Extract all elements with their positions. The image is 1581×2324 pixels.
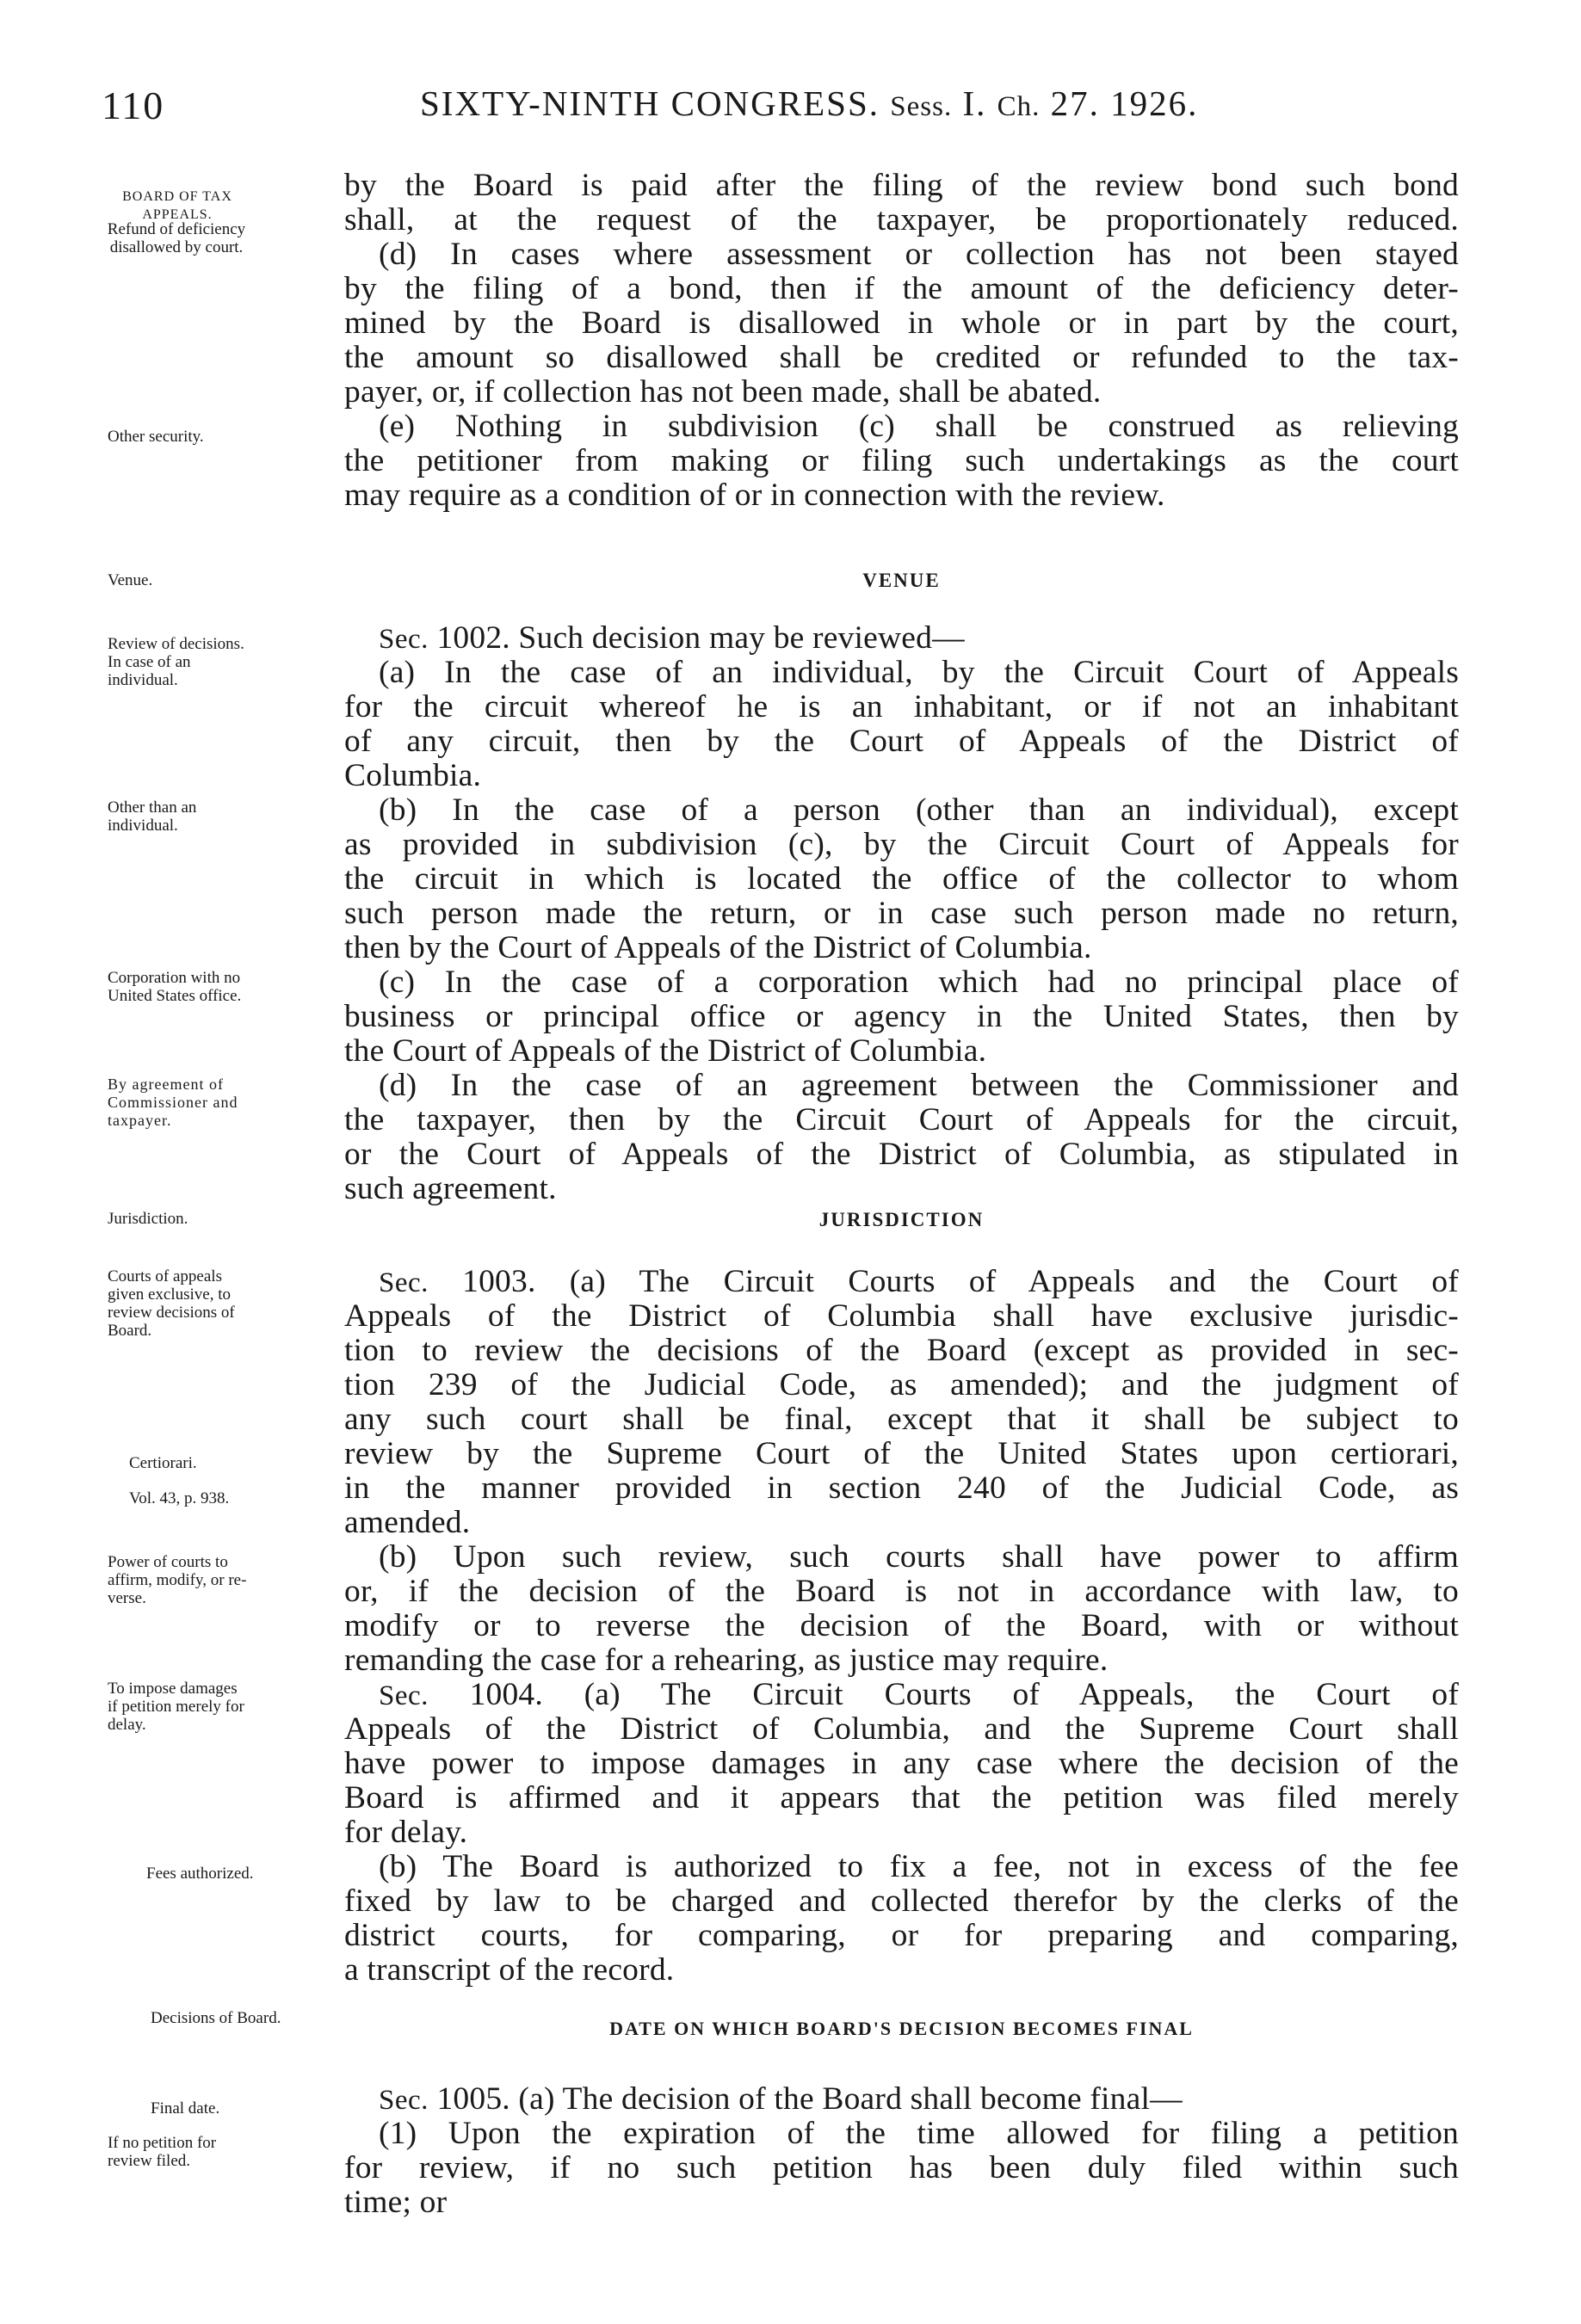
text-line: in the manner provided in section 240 of the Judicial Code, as: [344, 1470, 1459, 1506]
text-line: the amount so disallowed shall be credited or refunded to the tax-: [344, 340, 1459, 375]
text-line: (d) In the case of an agreement between the Commissioner and: [379, 1068, 1459, 1103]
running-head-chapter-label: Ch.: [997, 91, 1041, 122]
margin-note-venue: Venue.: [108, 571, 153, 589]
section-1005-line: [379, 2082, 1459, 2117]
text-line: 1005. (a) The decision of the Board shall become final—: [436, 2081, 1183, 2117]
margin-note-no-petition-filed: If no petition for review filed.: [108, 2134, 217, 2170]
text-line: the circuit in which is located the office of the collector to whom: [344, 861, 1459, 897]
text-line: the petitioner from making or filing such undertakings as the court: [344, 443, 1459, 478]
text-line: district courts, for comparing, or for preparing and comparing,: [344, 1918, 1459, 1953]
text-line: mined by the Board is disallowed in whole or in part by the court,: [344, 305, 1459, 341]
margin-note-corporation-no-us-office: Corporation with no United States office.: [108, 969, 242, 1005]
text-line: by the filing of a bond, then if the amount of the deficiency deter-: [344, 271, 1459, 306]
margin-note-other-than-individual: Other than an individual.: [108, 798, 197, 835]
text-line: such agreement.: [344, 1171, 557, 1206]
section-1004-line: [379, 1678, 1459, 1713]
running-head-session-label: Sess.: [890, 91, 953, 122]
running-head-year: 1926.: [1110, 83, 1199, 123]
section-label: Sec.: [379, 624, 429, 655]
margin-note-fees-authorized: Fees authorized.: [146, 1865, 254, 1883]
text-line: Appeals of the District of Columbia shall have exclusive jurisdic-: [344, 1298, 1459, 1334]
text-line: have power to impose damages in any case where the decision of the: [344, 1746, 1459, 1781]
text-line: (d) In cases where assessment or collection has not been stayed: [379, 237, 1459, 272]
text-line: remanding the case for a rehearing, as justice may require.: [344, 1643, 1109, 1678]
text-line: modify or to reverse the decision of the Board, with or without: [344, 1608, 1459, 1643]
running-head-chapter-number: 27.: [1050, 83, 1100, 123]
section-label: Sec.: [379, 1267, 429, 1298]
text-line: (c) In the case of a corporation which had no principal place of: [379, 965, 1459, 1000]
text-line: review by the Supreme Court of the United States upon certiorari,: [344, 1436, 1459, 1471]
text-line: then by the Court of Appeals of the District of Columbia.: [344, 930, 1092, 965]
text-line: as provided in subdivision (c), by the Circuit Court of Appeals for: [344, 827, 1459, 862]
text-line: Board is affirmed and it appears that the petition was filed merely: [344, 1780, 1459, 1815]
running-head-session-number: I.: [962, 83, 987, 123]
text-line: tion to review the decisions of the Board (except as provided in sec-: [344, 1333, 1459, 1368]
text-line: business or principal office or agency in the United States, then by: [344, 999, 1459, 1034]
margin-note-final-date: Final date.: [151, 2099, 220, 2117]
text-line: for delay.: [344, 1815, 468, 1850]
margin-note-jurisdiction: Jurisdiction.: [108, 1210, 188, 1228]
margin-note-board-of-tax-appeals: BOARD OF TAX APPEALS.: [122, 189, 232, 222]
text-line: any such court shall be final, except that it shall be subject to: [344, 1402, 1459, 1437]
text-line: Columbia.: [344, 758, 482, 793]
text-line: 1002. Such decision may be reviewed—: [436, 620, 965, 656]
section-1002-line: [379, 621, 1459, 657]
text-line: may require as a condition of or in connection with the review.: [344, 478, 1165, 513]
margin-note-certiorari: Certiorari.: [129, 1454, 197, 1472]
margin-note-other-security: Other security.: [108, 428, 204, 446]
margin-note-review-of-decisions: Review of decisions.: [108, 635, 244, 653]
text-line: a transcript of the record.: [344, 1952, 675, 1988]
text-line: (b) In the case of a person (other than an individual), except: [379, 792, 1459, 828]
text-line: or the Court of Appeals of the District of Columbia, as stipulated in: [344, 1137, 1459, 1172]
text-line: amended.: [344, 1505, 471, 1540]
margin-note-by-agreement: By agreement of Commissioner and taxpayer.: [108, 1076, 238, 1129]
heading-jurisdiction: JURISDICTION: [818, 1209, 985, 1230]
running-head-congress: SIXTY-NINTH CONGRESS.: [420, 83, 880, 123]
text-line: (b) Upon such review, such courts shall have power to affirm: [379, 1539, 1459, 1575]
text-line: such person made the return, or in case such person made no return,: [344, 896, 1459, 931]
text-line: (a) In the case of an individual, by the Circuit Court of Appeals: [379, 655, 1459, 690]
page-number: 110: [102, 83, 165, 127]
margin-note-power-of-courts: Power of courts to affirm, modify, or re- verse.: [108, 1553, 247, 1607]
text-line: by the Board is paid after the filing of the review bond such bond: [344, 168, 1459, 203]
text-line: tion 239 of the Judicial Code, as amended); and the judgment of: [344, 1367, 1459, 1402]
margin-note-courts-of-appeals: Courts of appeals given exclusive, to review decisions of Board.: [108, 1267, 235, 1340]
margin-note-volume-reference: Vol. 43, p. 938.: [129, 1489, 230, 1507]
text-line: for the circuit whereof he is an inhabitant, or if not an inhabitant: [344, 689, 1459, 724]
text-line: 1004. (a) The Circuit Courts of Appeals, the Court of: [469, 1677, 1460, 1712]
text-line: of any circuit, then by the Court of Appeals of the District of: [344, 724, 1459, 759]
text-line: 1003. (a) The Circuit Courts of Appeals and the Court of: [462, 1264, 1459, 1299]
margin-note-decisions-of-board: Decisions of Board.: [151, 2009, 281, 2027]
text-line: the taxpayer, then by the Circuit Court of Appeals for the circuit,: [344, 1102, 1459, 1137]
text-line: (1) Upon the expiration of the time allowed for filing a petition: [379, 2116, 1459, 2151]
heading-final-date: DATE ON WHICH BOARD'S DECISION BECOMES FINAL: [609, 2018, 1194, 2039]
section-1003-line: [379, 1265, 1459, 1300]
text-line: the Court of Appeals of the District of Columbia.: [344, 1033, 987, 1069]
section-label: Sec.: [379, 1680, 429, 1711]
running-head: [420, 83, 1375, 124]
text-line: or, if the decision of the Board is not in accordance with law, to: [344, 1574, 1459, 1609]
text-line: Appeals of the District of Columbia, and the Supreme Court shall: [344, 1711, 1459, 1747]
text-line: fixed by law to be charged and collected therefor by the clerks of the: [344, 1883, 1459, 1919]
text-line: time; or: [344, 2185, 448, 2220]
text-line: for review, if no such petition has been duly filed within such: [344, 2150, 1459, 2185]
text-line: (e) Nothing in subdivision (c) shall be construed as relieving: [379, 409, 1459, 444]
margin-note-individual: In case of an individual.: [108, 653, 191, 689]
margin-note-impose-damages: To impose damages if petition merely for delay.: [108, 1680, 244, 1734]
margin-note-refund-deficiency: Refund of deficiency disallowed by court.: [107, 220, 246, 256]
text-line: (b) The Board is authorized to fix a fee, not in excess of the fee: [379, 1849, 1459, 1884]
text-line: payer, or, if collection has not been made, shall be abated.: [344, 374, 1102, 410]
heading-venue: VENUE: [862, 570, 941, 591]
section-label: Sec.: [379, 2085, 429, 2116]
text-line: shall, at the request of the taxpayer, be proportionately reduced.: [344, 202, 1459, 237]
